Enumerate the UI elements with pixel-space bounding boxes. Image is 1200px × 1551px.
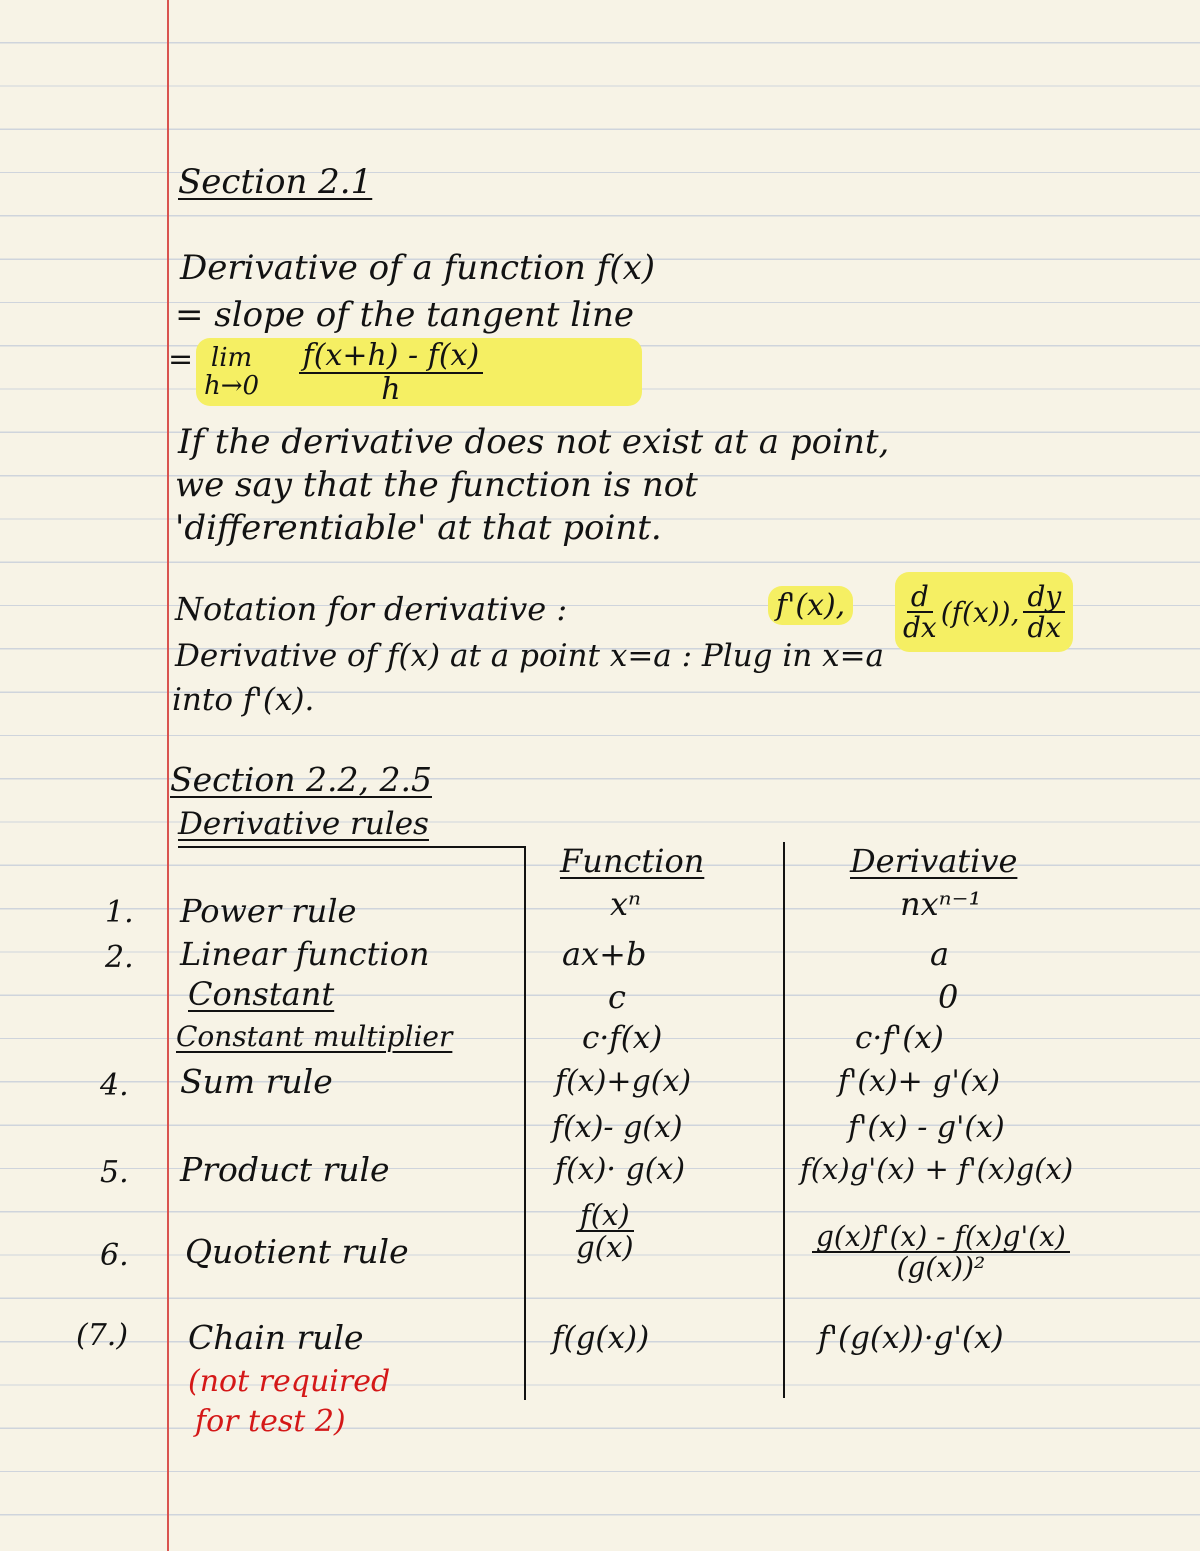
rule-derivative: f(x)g'(x) + f'(x)g(x): [800, 1152, 1074, 1186]
quotient-function-denominator: g(x): [576, 1230, 634, 1265]
rule-function: f(g(x)): [552, 1320, 650, 1356]
rule-derivative: 0: [938, 978, 959, 1016]
notation-d-numerator: d: [907, 582, 933, 613]
rule-function: f(x)- g(x): [552, 1110, 683, 1145]
rule-number: 2.: [105, 940, 134, 975]
limit-denominator: h: [381, 371, 401, 407]
limit-definition-highlight: [196, 338, 642, 406]
table-divider-right: [783, 842, 785, 1398]
rule-number: (7.): [76, 1318, 129, 1353]
quotient-derivative-numerator: g(x)f'(x) - f(x)g'(x): [812, 1222, 1070, 1253]
rule-name: Sum rule: [180, 1062, 333, 1101]
notation-label: Notation for derivative :: [175, 590, 568, 628]
rule-name: Product rule: [180, 1150, 390, 1189]
section-2-2-heading: Section 2.2, 2.5: [170, 760, 432, 799]
limit-approach: h→0: [204, 370, 260, 401]
rule-function: c: [608, 978, 626, 1016]
point-derivative-line-2: into f'(x).: [172, 682, 315, 718]
differentiable-line-3: 'differentiable' at that point.: [175, 508, 662, 548]
table-divider-left: [524, 846, 526, 1400]
rule-number: 4.: [100, 1068, 129, 1103]
margin-line: [167, 0, 169, 1551]
rule-function: f(x)· g(x): [555, 1152, 686, 1187]
notation-prime-highlight: f'(x),: [768, 586, 853, 625]
rule-name: Chain rule: [188, 1318, 364, 1357]
limit-fraction: [299, 340, 484, 405]
derivative-rules-subheading: Derivative rules: [178, 806, 429, 842]
rule-number: 6.: [100, 1238, 129, 1273]
rule-derivative: f'(x)+ g'(x): [838, 1064, 1001, 1099]
rule-function: [576, 1200, 634, 1263]
definition-line-1: Derivative of a function f(x): [180, 248, 656, 288]
notation-d-dx: [903, 579, 937, 644]
rule-name: Quotient rule: [185, 1232, 409, 1271]
notation-d-argument: (f(x)),: [940, 595, 1020, 629]
section-2-1-heading: Section 2.1: [178, 162, 373, 202]
rule-derivative: c·f'(x): [855, 1020, 944, 1056]
quotient-function-fraction: [576, 1200, 634, 1263]
rule-function: f(x)+g(x): [555, 1064, 692, 1099]
limit-equals-sign: =: [168, 342, 194, 377]
rule-name: Linear function: [180, 935, 430, 973]
chain-rule-note-line-2: for test 2): [195, 1404, 346, 1439]
rule-name: Constant multiplier: [176, 1020, 453, 1053]
rule-function: xⁿ: [610, 885, 642, 923]
chain-rule-note-line-1: (not required: [188, 1364, 391, 1399]
rule-number: 5.: [100, 1155, 129, 1190]
limit-operator: [204, 345, 259, 400]
rule-number: 1.: [105, 895, 134, 930]
rule-derivative: f'(g(x))·g'(x): [818, 1320, 1004, 1356]
notation-dy-numerator: dy: [1023, 582, 1065, 613]
quotient-derivative-fraction: [812, 1222, 1070, 1283]
column-header-function: Function: [560, 842, 705, 880]
rule-function: c·f(x): [582, 1020, 663, 1056]
rule-name: Constant: [188, 975, 335, 1013]
point-derivative-line-1: Derivative of f(x) at a point x=a : Plug in x=a: [175, 638, 885, 674]
notation-dy-dx: [1023, 579, 1065, 644]
rule-derivative: f'(x) - g'(x): [848, 1110, 1005, 1145]
quotient-derivative-denominator: (g(x))²: [896, 1251, 986, 1285]
differentiable-line-1: If the derivative does not exist at a point,: [178, 422, 890, 462]
quotient-function-numerator: f(x): [576, 1200, 634, 1232]
column-header-derivative: Derivative: [850, 842, 1018, 880]
rule-derivative: [812, 1222, 1070, 1283]
rule-derivative: nxⁿ⁻¹: [900, 885, 982, 923]
notation-leibniz-highlight: [895, 572, 1073, 652]
differentiable-line-2: we say that the function is not: [175, 465, 698, 505]
notation-dy-denominator: dx: [1027, 611, 1062, 644]
definition-line-2: = slope of the tangent line: [175, 295, 634, 335]
limit-numerator: f(x+h) - f(x): [299, 340, 484, 374]
rule-name: Power rule: [180, 892, 357, 930]
table-top-rule: [178, 846, 526, 848]
rule-derivative: a: [930, 935, 950, 973]
notation-d-denominator: dx: [903, 611, 937, 644]
limit-lim: lim: [210, 343, 253, 374]
rule-function: ax+b: [562, 935, 647, 973]
